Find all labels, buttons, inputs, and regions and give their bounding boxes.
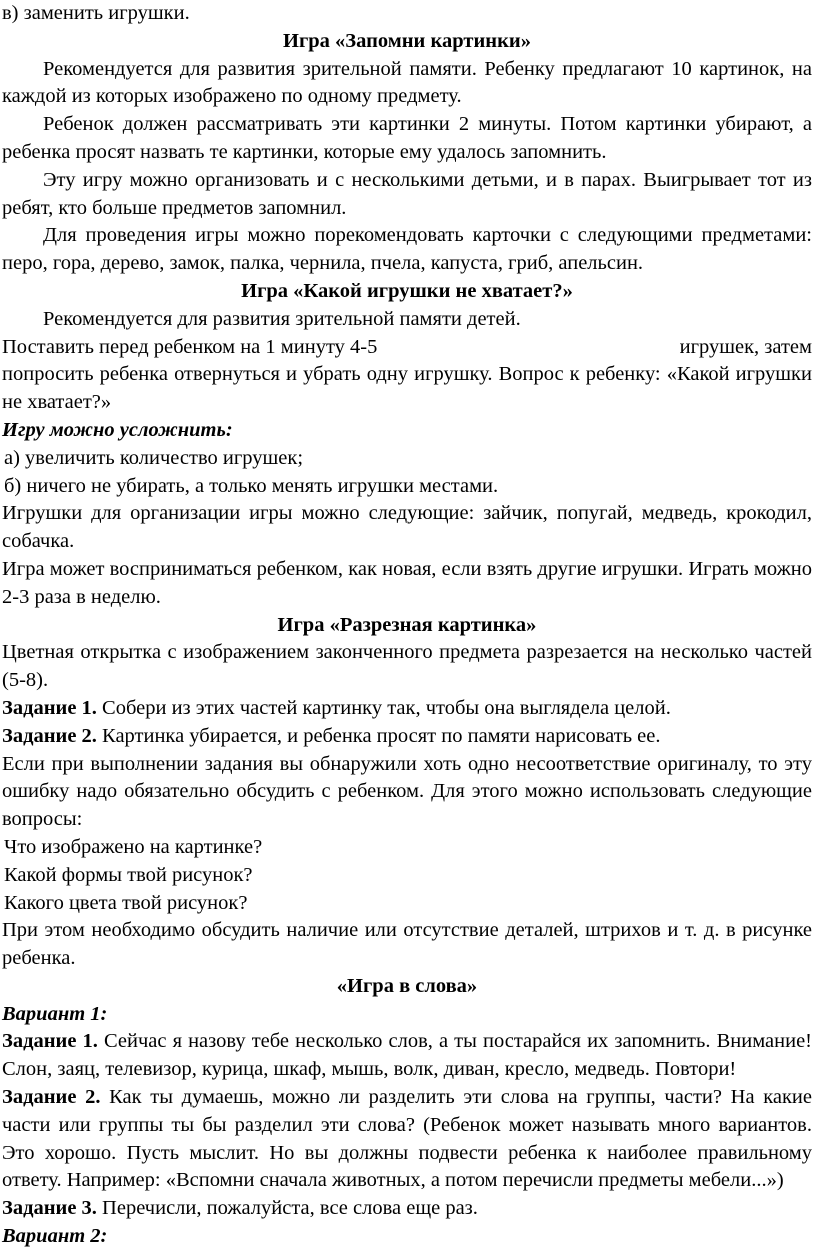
task <box>2 695 812 723</box>
task-text: Как ты думаешь, можно ли разделить эти слова на группы, части? На какие части или группы ты бы разделил эти слова? (Ребенок может называть много вариантов. Это хорошо. Пусть мыслит. Но вы должны подвести ребенка к наиболее правильному ответу. Например: «Вспомни сначала животных, а потом перечисли предметы мебели...») <box>2 1086 812 1192</box>
section-title: Игра «Запомни картинки» <box>283 29 531 52</box>
task <box>2 1195 812 1223</box>
task-text: Перечисли, пожалуйста, все слова еще раз. <box>96 1197 478 1220</box>
paragraph: Цветная открытка с изображением законченного предмета разрезается на несколько частей (5-8). <box>2 641 812 692</box>
section-remember-pictures <box>2 28 812 278</box>
task <box>2 1028 812 1084</box>
task <box>2 1084 812 1195</box>
paragraph: Игра может восприниматься ребенком, как новая, если взять другие игрушки. Играть можно 2-3 раза в неделю. <box>2 557 812 608</box>
question: Что изображено на картинке? <box>4 835 263 858</box>
paragraph: Рекомендуется для развития зрительной памяти детей. <box>43 307 521 330</box>
list-item: а) увеличить количество игрушек; <box>4 446 304 469</box>
section-cut-picture <box>2 612 812 973</box>
subheading: Игру можно усложнить: <box>2 418 233 441</box>
paragraph: попросить ребенка отвернуться и убрать одну игрушку. Вопрос к ребенку: «Какой игрушки не хватает?» <box>2 363 812 414</box>
section-missing-toy <box>2 278 812 612</box>
task-label: Задание 1. <box>2 696 97 719</box>
paragraph: Ребенок должен рассматривать эти картинки 2 минуты. Потом картинки убирают, а ребенка просят назвать те картинки, которые ему удалось запомнить. <box>2 113 812 163</box>
task <box>2 723 812 751</box>
task-text: Картинка убирается, и ребенка просят по памяти нарисовать ее. <box>96 724 661 747</box>
paragraph: Рекомендуется для развития зрительной памяти. Ребенку предлагают 10 картинок, на каждой из которых изображено по одному предмету. <box>2 57 812 108</box>
paragraph-line <box>2 334 812 362</box>
question: Какой формы твой рисунок? <box>4 863 253 886</box>
question: Какого цвета твой рисунок? <box>4 891 248 914</box>
variant-heading: Вариант 1: <box>2 1002 108 1025</box>
task-text: Сейчас я назову тебе несколько слов, а ты постарайся их запомнить. Внимание! Слон, заяц, телевизор, курица, шкаф, мышь, волк, диван, кресло, медведь. Повтори! <box>2 1030 812 1081</box>
paragraph: При этом необходимо обсудить наличие или отсутствие деталей, штрихов и т. д. в рисунке ребенка. <box>2 919 812 970</box>
list-item: б) ничего не убирать, а только менять игрушки местами. <box>4 474 499 497</box>
task-label: Задание 1. <box>2 1030 98 1053</box>
paragraph: Для проведения игры можно порекомендовать карточки с следующими предметами: перо, гора, дерево, замок, палка, чернила, пчела, капуста, гриб, апельсин. <box>2 224 812 275</box>
list-item-c: в) заменить игрушки. <box>2 2 190 24</box>
section-title: Игра «Разрезная картинка» <box>277 613 537 636</box>
section-word-game <box>2 973 812 1251</box>
paragraph: Эту игру можно организовать и с несколькими детьми, и в парах. Выигрывает тот из ребят, кто больше предметов запомнил. <box>2 168 812 219</box>
text-fragment: Поставить перед ребенком на 1 минуту 4-5 <box>2 335 378 358</box>
paragraph: Игрушки для организации игры можно следующие: зайчик, попугай, медведь, крокодил, собачка. <box>2 502 812 553</box>
text-fragment: игрушек, затем <box>679 335 812 358</box>
task-text: Собери из этих частей картинку так, чтобы она выглядела целой. <box>96 696 671 719</box>
paragraph: Если при выполнении задания вы обнаружили хоть одно несоответствие оригиналу, то эту ошибку надо обязательно обсудить с ребенком. Для этого можно использовать следующие вопросы: <box>2 752 812 831</box>
section-title: «Игра в слова» <box>336 974 478 997</box>
variant-heading: Вариант 2: <box>2 1225 108 1248</box>
task-label: Задание 2. <box>2 724 97 747</box>
task-label: Задание 3. <box>2 1197 97 1220</box>
task-label: Задание 2. <box>2 1086 101 1109</box>
section-title: Игра «Какой игрушки не хватает?» <box>241 279 573 302</box>
